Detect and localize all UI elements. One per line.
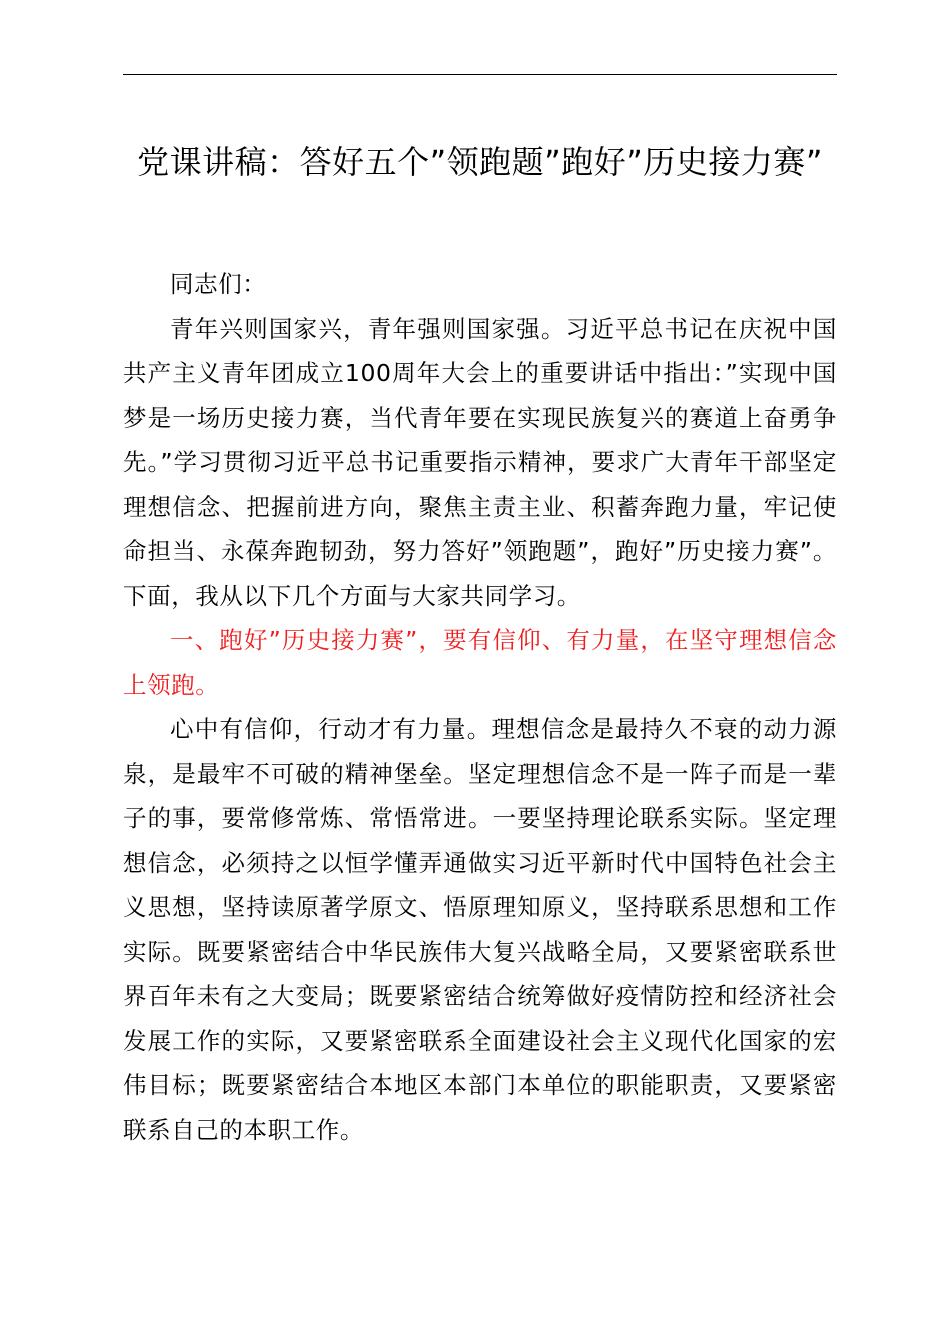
section-1-paragraph: 心中有信仰，行动才有力量。理想信念是最持久不衰的动力源泉，是最牢不可破的精神堡垒。坚定理想信念不是一阵子而是一辈子的事，要常修常炼、常悟常进。一要坚持理论联系实际。坚定理想信念，必须持之以恒学懂弄通做实习近平新时代中国特色社会主义思想，坚持读原著学原文、悟原理知原义，坚持联系思想和工作实际。既要紧密结合中华民族伟大复兴战略全局，又要紧密联系世界百年未有之大变局；既要紧密结合统筹做好疫情防控和经济社会发展工作的实际，又要紧密联系全面建设社会主义现代化国家的宏伟目标；既要紧密结合本地区本部门本单位的职能职责，又要紧密联系自己的本职工作。 — [123, 715, 837, 1144]
header-rule — [123, 74, 837, 75]
section-heading-1: 一、跑好”历史接力赛”，要有信仰、有力量，在坚守理想信念上领跑。 — [123, 626, 837, 699]
salutation-paragraph: 同志们： — [170, 270, 267, 298]
document-body — [123, 262, 837, 1152]
intro-paragraph: 青年兴则国家兴，青年强则国家强。习近平总书记在庆祝中国共产主义青年团成立100周年大会上的重要讲话中指出：”实现中国梦是一场历史接力赛，当代青年要在实现民族复兴的赛道上奋勇争先。”学习贯彻习近平总书记重要指示精神，要求广大青年干部坚定理想信念、把握前进方向，聚焦主责主业、积蓄奔跑力量，牢记使命担当、永葆奔跑韧劲，努力答好”领跑题”，跑好”历史接力赛”。下面，我从以下几个方面与大家共同学习。 — [123, 314, 837, 610]
document-title: 党课讲稿：答好五个”领跑题”跑好”历史接力赛” — [137, 143, 823, 181]
